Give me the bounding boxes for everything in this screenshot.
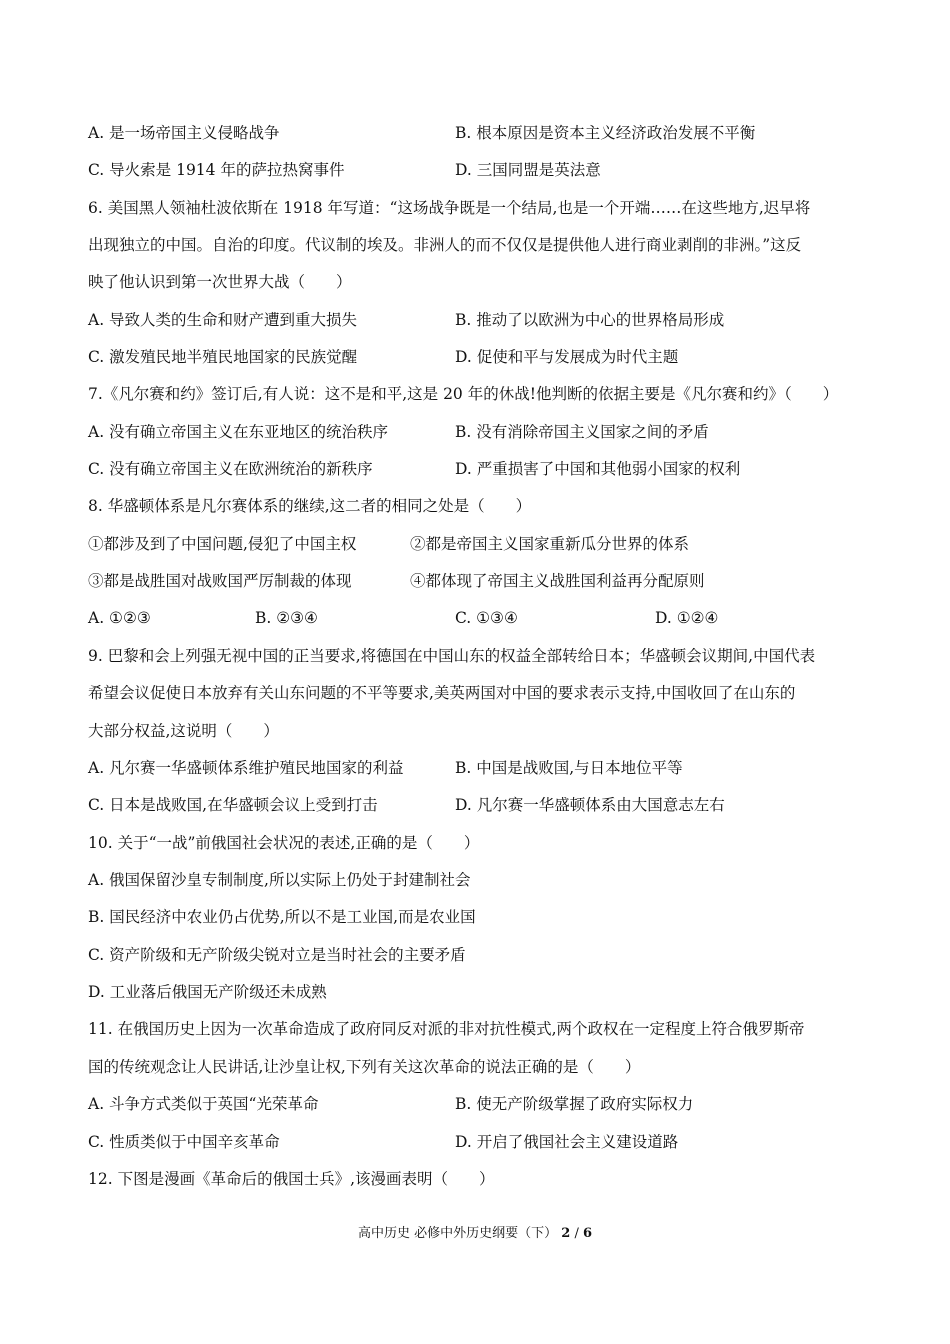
q10-option-b: B. 国民经济中农业仍占优势,所以不是工业国,而是农业国 — [88, 908, 476, 926]
q5-option-a: A. 是一场帝国主义侵略战争 — [88, 124, 280, 142]
q11-option-c: C. 性质类似于中国辛亥革命 — [88, 1133, 280, 1151]
q6-option-c: C. 激发殖民地半殖民地国家的民族觉醒 — [88, 348, 358, 366]
q8-option-c: C. ①③④ — [455, 609, 518, 627]
q8-option-a: A. ①②③ — [88, 609, 151, 627]
footer-page-separator: / — [574, 1226, 579, 1241]
q11-stem-line-1: 11. 在俄国历史上因为一次革命造成了政府同反对派的非对抗性模式,两个政权在一定程度上符合俄罗斯帝 — [88, 1020, 805, 1038]
q11-option-a: A. 斗争方式类似于英国“光荣革命 — [88, 1095, 319, 1113]
q9-option-b: B. 中国是战败国,与日本地位平等 — [455, 759, 683, 777]
footer-total-pages: 6 — [582, 1226, 593, 1241]
q12-stem: 12. 下图是漫画《革命后的俄国士兵》,该漫画表明（ ） — [88, 1170, 495, 1188]
q6-option-d: D. 促使和平与发展成为时代主题 — [455, 348, 679, 366]
q7-option-c: C. 没有确立帝国主义在欧洲统治的新秩序 — [88, 460, 373, 478]
q8-statement-1: ①都涉及到了中国问题,侵犯了中国主权 — [88, 535, 357, 553]
q7-option-b: B. 没有消除帝国主义国家之间的矛盾 — [455, 423, 709, 441]
q8-statement-3: ③都是战胜国对战败国严厉制裁的体现 — [88, 572, 352, 590]
q6-stem-line-1: 6. 美国黑人领袖杜波依斯在 1918 年写道：“这场战争既是一个结局,也是一个开端……在这些地方,迟早将 — [88, 199, 811, 217]
q5-option-d: D. 三国同盟是英法意 — [455, 161, 601, 179]
q11-option-b: B. 使无产阶级掌握了政府实际权力 — [455, 1095, 694, 1113]
q9-stem-line-1: 9. 巴黎和会上列强无视中国的正当要求,将德国在中国山东的权益全部转给日本；华盛顿会议期间,中国代表 — [88, 647, 816, 665]
q7-option-d: D. 严重损害了中国和其他弱小国家的权利 — [455, 460, 741, 478]
q8-option-b: B. ②③④ — [255, 609, 318, 627]
q6-option-b: B. 推动了以欧洲为中心的世界格局形成 — [455, 311, 725, 329]
q6-stem-line-3: 映了他认识到第一次世界大战（ ） — [88, 273, 352, 291]
q8-option-d: D. ①②④ — [655, 609, 719, 627]
q10-option-d: D. 工业落后俄国无产阶级还未成熟 — [88, 983, 327, 1001]
q5-option-c: C. 导火索是 1914 年的萨拉热窝事件 — [88, 161, 345, 179]
q7-stem: 7.《凡尔赛和约》签订后,有人说：这不是和平,这是 20 年的休战!他判断的依据主要是《凡尔赛和约》（ ） — [88, 385, 839, 403]
q9-option-c: C. 日本是战败国,在华盛顿会议上受到打击 — [88, 796, 378, 814]
q9-stem-line-3: 大部分权益,这说明（ ） — [88, 722, 279, 740]
q5-option-b: B. 根本原因是资本主义经济政治发展不平衡 — [455, 124, 756, 142]
q10-option-a: A. 俄国保留沙皇专制制度,所以实际上仍处于封建制社会 — [88, 871, 471, 889]
q7-option-a: A. 没有确立帝国主义在东亚地区的统治秩序 — [88, 423, 389, 441]
q10-stem: 10. 关于“一战”前俄国社会状况的表述,正确的是（ ） — [88, 834, 480, 852]
q6-option-a: A. 导致人类的生命和财产遭到重大损失 — [88, 311, 358, 329]
footer-page-number: 2 — [561, 1226, 571, 1241]
q8-stem: 8. 华盛顿体系是凡尔赛体系的继续,这二者的相同之处是（ ） — [88, 497, 532, 515]
page-footer — [0, 1224, 950, 1244]
q9-option-a: A. 凡尔赛一华盛顿体系维护殖民地国家的利益 — [88, 759, 404, 777]
q9-option-d: D. 凡尔赛一华盛顿体系由大国意志左右 — [455, 796, 725, 814]
q11-stem-line-2: 国的传统观念让人民讲话,让沙皇让权,下列有关这次革命的说法正确的是（ ） — [88, 1058, 641, 1076]
q8-statement-2: ②都是帝国主义国家重新瓜分世界的体系 — [410, 535, 690, 553]
q9-stem-line-2: 希望会议促使日本放弃有关山东问题的不平等要求,美英两国对中国的要求表示支持,中国收回了在山东的 — [88, 684, 796, 702]
q10-option-c: C. 资产阶级和无产阶级尖锐对立是当时社会的主要矛盾 — [88, 946, 466, 964]
q6-stem-line-2: 出现独立的中国。自治的印度。代议制的埃及。非洲人的而不仅仅是提供他人进行商业剥削的非洲。”这反 — [88, 236, 802, 254]
q11-option-d: D. 开启了俄国社会主义建设道路 — [455, 1133, 679, 1151]
q8-statement-4: ④都体现了帝国主义战胜国利益再分配原则 — [410, 572, 705, 590]
footer-course-title: 高中历史 必修中外历史纲要（下） — [357, 1226, 558, 1241]
